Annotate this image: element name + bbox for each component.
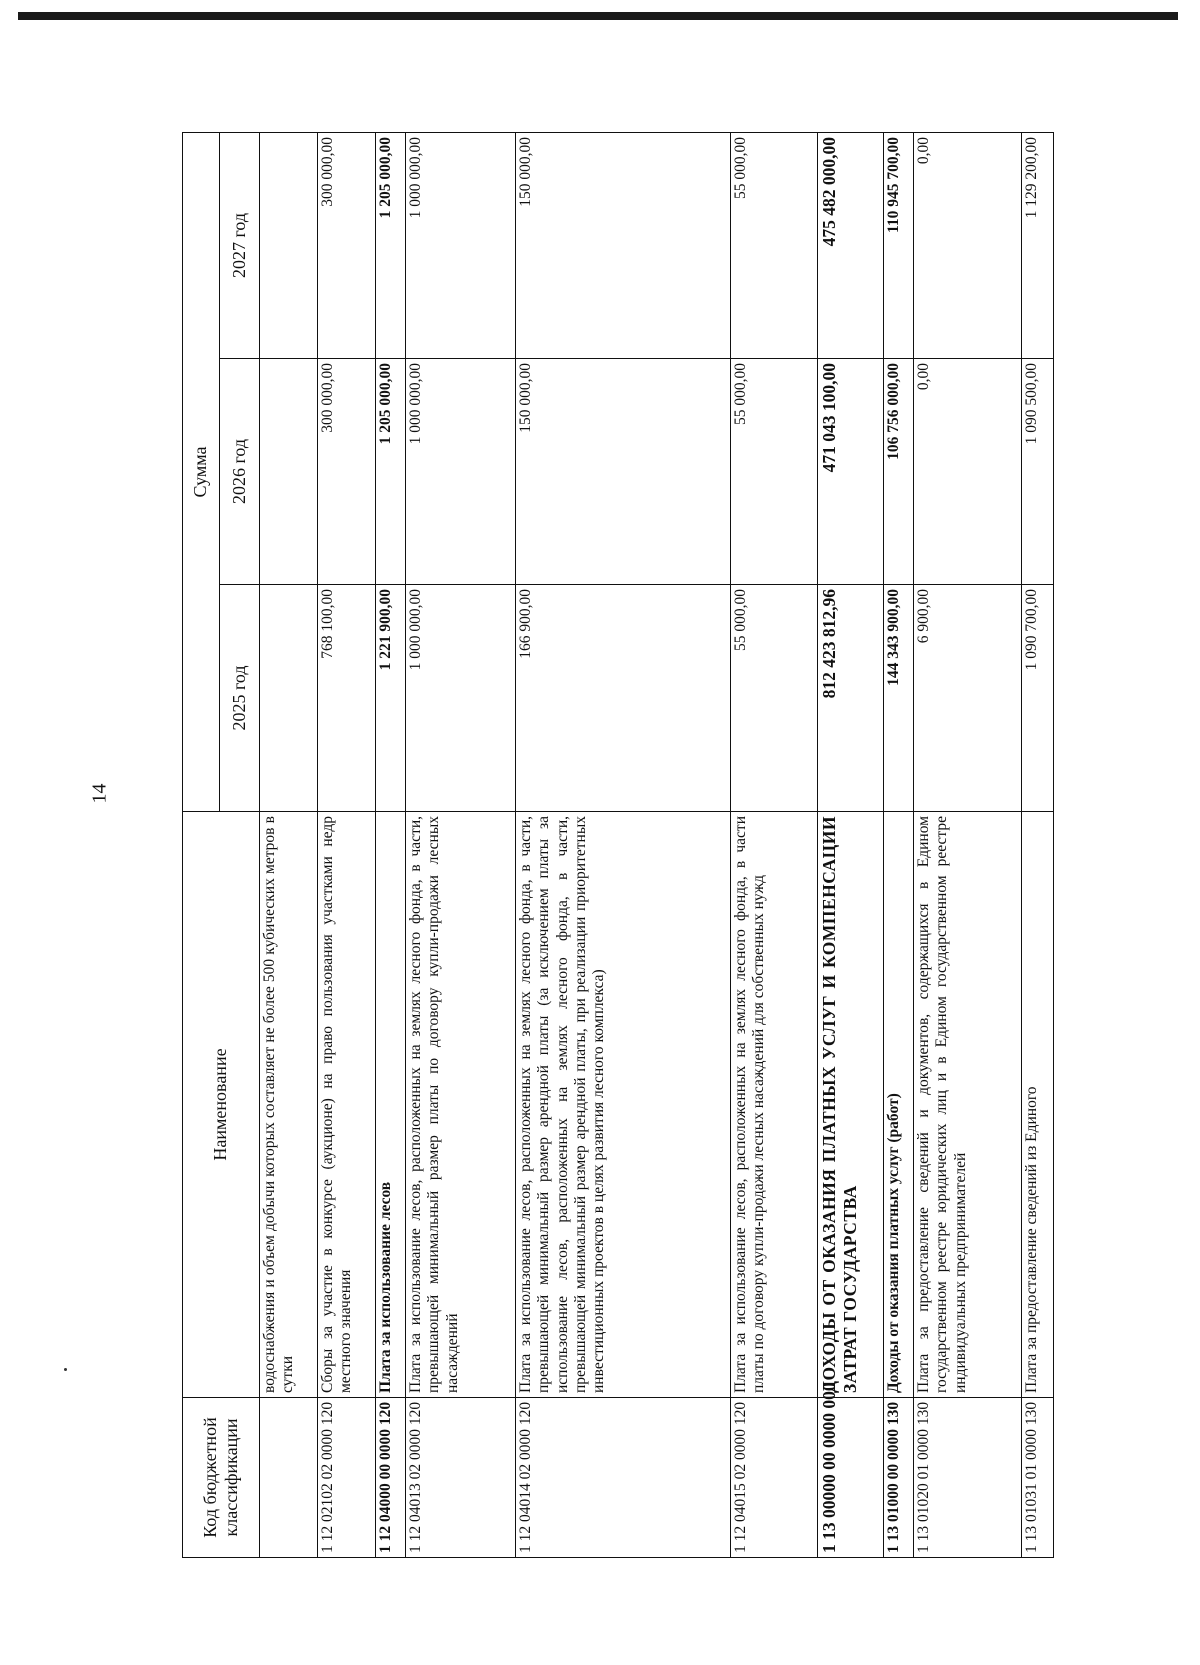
row-code: 1 13 01000 00 0000 130 <box>884 1398 914 1558</box>
table-row <box>731 132 818 1557</box>
row-2026: 0,00 <box>914 359 1022 585</box>
row-code: 1 12 04014 02 0000 120 <box>516 1398 731 1558</box>
row-name: Плата за использование лесов, расположенных на землях лесного фонда, в части платы по договору купли-продажи лесных насаждений для собственных нужд <box>731 812 818 1398</box>
row-name: Доходы от оказания платных услуг (работ) <box>884 812 914 1398</box>
row-code: 1 13 00000 00 0000 000 <box>818 1398 884 1558</box>
table-row <box>1022 132 1054 1557</box>
row-code: 1 13 01031 01 0000 130 <box>1022 1398 1054 1558</box>
row-2026: 471 043 100,00 <box>818 359 884 585</box>
row-2027: 1 205 000,00 <box>376 132 406 358</box>
rotated-page-content <box>182 133 1082 1558</box>
row-code: 1 13 01020 01 0000 130 <box>914 1398 1022 1558</box>
row-2027: 55 000,00 <box>731 132 818 358</box>
row-code: 1 12 04000 00 0000 120 <box>376 1398 406 1558</box>
page-number: 14 <box>88 783 111 804</box>
row-name: Сборы за участие в конкурсе (аукционе) на право пользования участками недр местного значения <box>318 812 376 1398</box>
row-2026: 106 756 000,00 <box>884 359 914 585</box>
row-2025: 55 000,00 <box>731 585 818 812</box>
row-2027: 0,00 <box>914 132 1022 358</box>
row-name: Плата за предоставление сведений из Единого <box>1022 812 1054 1398</box>
header-year-2026: 2026 год <box>220 359 260 585</box>
table-row <box>406 132 516 1557</box>
header-sum: Сумма <box>183 132 220 811</box>
header-year-2027: 2027 год <box>220 132 260 358</box>
row-2025: 1 000 000,00 <box>406 585 516 812</box>
row-2027: 150 000,00 <box>516 132 731 358</box>
row-2026: 150 000,00 <box>516 359 731 585</box>
table-row <box>318 132 376 1557</box>
row-code: 1 12 02102 02 0000 120 <box>318 1398 376 1558</box>
table-row <box>516 132 731 1557</box>
row-2025: 812 423 812,96 <box>818 585 884 812</box>
row-name: Плата за предоставление сведений и документов, содержащихся в Едином государственном реестре юридических лиц и в Едином государственном реестре индивидуальных предпринимателей <box>914 812 1022 1398</box>
row-2026: 55 000,00 <box>731 359 818 585</box>
row-2025 <box>260 585 318 812</box>
row-name: Плата за использование лесов, расположенных на землях лесного фонда, в части, превышающей минимальный размер платы по договору купли-продажи лесных насаждений <box>406 812 516 1398</box>
header-code: Код бюджетной классификации <box>183 1398 260 1558</box>
header-name: Наименование <box>183 812 260 1398</box>
row-2025: 768 100,00 <box>318 585 376 812</box>
row-name: Плата за использование лесов <box>376 812 406 1398</box>
table-row <box>376 132 406 1557</box>
row-2027: 110 945 700,00 <box>884 132 914 358</box>
row-2025: 144 343 900,00 <box>884 585 914 812</box>
table-row <box>818 132 884 1557</box>
row-name: Плата за использование лесов, расположенных на землях лесного фонда, в части, превышающей минимальный размер арендной платы (за исключением платы за использование лесов, расположенных на землях лесного фонда, в части, превышающей минимальный размер арендной платы, при реализации приоритетных инвестиционных проектов в целях развития лесного комплекса) <box>516 812 731 1398</box>
table-row <box>260 132 318 1557</box>
row-code <box>260 1398 318 1558</box>
row-2026: 1 205 000,00 <box>376 359 406 585</box>
table-row <box>914 132 1022 1557</box>
row-code: 1 12 04015 02 0000 120 <box>731 1398 818 1558</box>
row-name: водоснабжения и объем добычи которых составляет не более 500 кубических метров в сутки <box>260 812 318 1398</box>
row-2027: 1 129 200,00 <box>1022 132 1054 358</box>
row-2025: 166 900,00 <box>516 585 731 812</box>
row-2025: 6 900,00 <box>914 585 1022 812</box>
row-2025: 1 221 900,00 <box>376 585 406 812</box>
row-code: 1 12 04013 02 0000 120 <box>406 1398 516 1558</box>
header-year-2025: 2025 год <box>220 585 260 812</box>
row-2027: 475 482 000,00 <box>818 132 884 358</box>
revenue-table <box>182 132 1054 1558</box>
row-2027: 1 000 000,00 <box>406 132 516 358</box>
row-name: ДОХОДЫ ОТ ОКАЗАНИЯ ПЛАТНЫХ УСЛУГ И КОМПЕНСАЦИИ ЗАТРАТ ГОСУДАРСТВА <box>818 812 884 1398</box>
row-2026 <box>260 359 318 585</box>
row-2027: 300 000,00 <box>318 132 376 358</box>
scan-border <box>18 12 1178 20</box>
row-2025: 1 090 700,00 <box>1022 585 1054 812</box>
row-2026: 1 000 000,00 <box>406 359 516 585</box>
row-2026: 1 090 500,00 <box>1022 359 1054 585</box>
scan-speck <box>64 1368 67 1371</box>
row-2026: 300 000,00 <box>318 359 376 585</box>
row-2027 <box>260 132 318 358</box>
table-row <box>884 132 914 1557</box>
